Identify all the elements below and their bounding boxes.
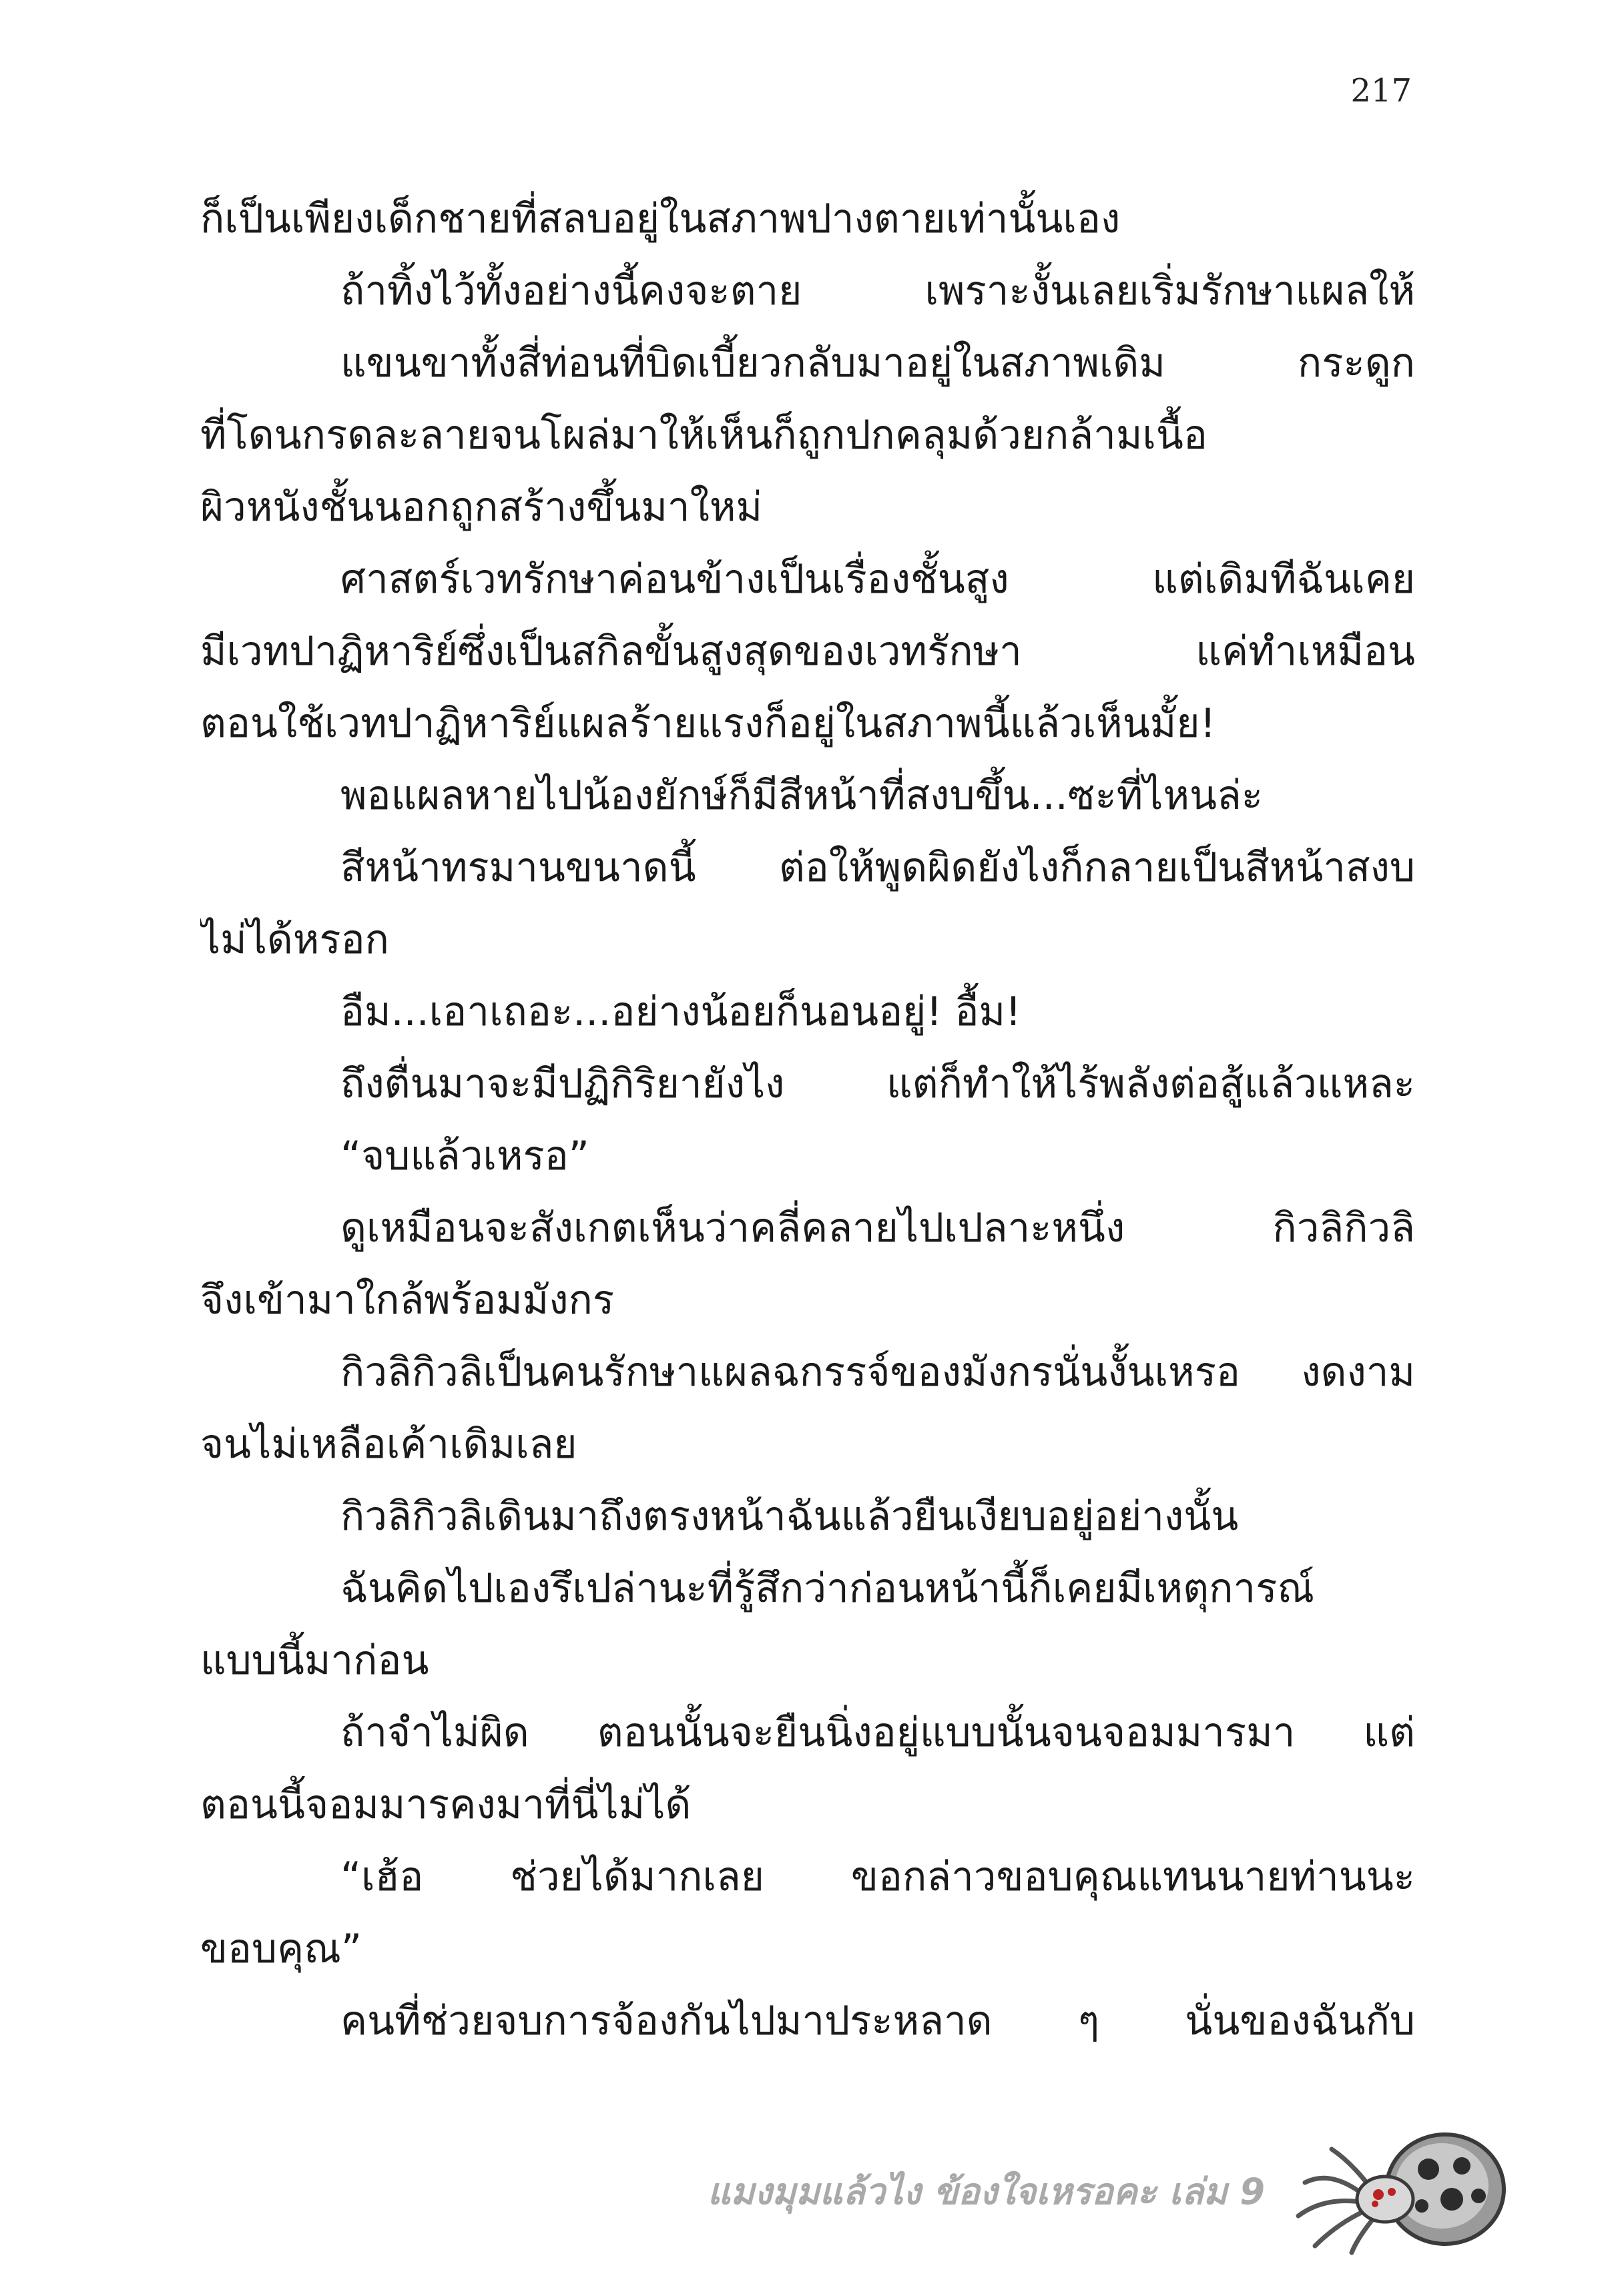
text-line: ฉันคิดไปเองรึเปล่านะที่รู้สึกว่าก่อนหน้านี้ก็เคยมีเหตุการณ์ xyxy=(340,1565,1314,1612)
text-line: ถึงตื่นมาจะมีปฏิกิริยายังไง แต่ก็ทำให้ไร้พลังต่อสู้แล้วแหละ xyxy=(340,1061,1415,1107)
text-line: ตอนใช้เวทปาฏิหาริย์แผลร้ายแรงก็อยู่ในสภาพนี้แล้วเห็นมั้ย! xyxy=(200,700,1216,747)
text-line: “เฮ้อ ช่วยได้มากเลย ขอกล่าวขอบคุณแทนนายท่านนะ xyxy=(340,1853,1415,1900)
text-line: คนที่ช่วยจบการจ้องกันไปมาประหลาด ๆ นั่นของฉันกับ xyxy=(340,1998,1415,2044)
spider-icon xyxy=(1285,2122,1512,2256)
text-line: ดูเหมือนจะสังเกตเห็นว่าคลี่คลายไปเปลาะหนึ่ง กิวลิกิวลิ xyxy=(340,1205,1415,1251)
text-line: แขนขาทั้งสี่ท่อนที่บิดเบี้ยวกลับมาอยู่ในสภาพเดิม กระดูก xyxy=(340,340,1415,386)
text-line: ผิวหนังชั้นนอกถูกสร้างขึ้นมาใหม่ xyxy=(200,484,762,531)
text-line: ไม่ได้หรอก xyxy=(200,916,390,963)
text-line: ถ้าทิ้งไว้ทั้งอย่างนี้คงจะตาย เพราะงั้นเลยเริ่มรักษาแผลให้ xyxy=(340,268,1415,314)
text-line: ตอนนี้จอมมารคงมาที่นี่ไม่ได้ xyxy=(200,1781,692,1828)
text-line: อืม...เอาเถอะ...อย่างน้อยก็นอนอยู่! อื้ม! xyxy=(340,988,1022,1035)
text-line: มีเวทปาฏิหาริย์ซึ่งเป็นสกิลขั้นสูงสุดของเวทรักษา แค่ทำเหมือน xyxy=(200,628,1415,675)
text-line: ศาสตร์เวทรักษาค่อนข้างเป็นเรื่องชั้นสูง แต่เดิมทีฉันเคย xyxy=(340,556,1415,603)
text-line: แบบนี้มาก่อน xyxy=(200,1637,429,1684)
text-line: ขอบคุณ” xyxy=(200,1926,362,1972)
text-line: “จบแล้วเหรอ” xyxy=(340,1133,589,1179)
footer xyxy=(0,2122,1612,2256)
text-line: จนไม่เหลือเค้าเดิมเลย xyxy=(200,1421,577,1468)
book-title: แมงมุมแล้วไง ข้องใจเหรอคะ เล่ม 9 xyxy=(707,2171,1265,2213)
text-line: ที่โดนกรดละลายจนโผล่มาให้เห็นก็ถูกปกคลุมด้วยกล้ามเนื้อ xyxy=(200,412,1207,459)
text-line: กิวลิกิวลิเดินมาถึงตรงหน้าฉันแล้วยืนเงียบอยู่อย่างนั้น xyxy=(340,1493,1239,1540)
text-line: จึงเข้ามาใกล้พร้อมมังกร xyxy=(200,1277,615,1324)
text-line: กิวลิกิวลิเป็นคนรักษาแผลฉกรรจ์ของมังกรนั่นงั้นเหรอ งดงาม xyxy=(340,1349,1415,1396)
text-line: พอแผลหายไปน้องยักษ์ก็มีสีหน้าที่สงบขึ้น...ซะที่ไหนล่ะ xyxy=(340,772,1264,819)
page-number: 217 xyxy=(1350,72,1412,109)
text-line: ถ้าจำไม่ผิด ตอนนั้นจะยืนนิ่งอยู่แบบนั้นจนจอมมารมา แต่ xyxy=(340,1709,1415,1756)
text-line: สีหน้าทรมานขนาดนี้ ต่อให้พูดผิดยังไงก็กลายเป็นสีหน้าสงบ xyxy=(340,844,1415,891)
text-line: ก็เป็นเพียงเด็กชายที่สลบอยู่ในสภาพปางตายเท่านั้นเอง xyxy=(200,196,1121,242)
